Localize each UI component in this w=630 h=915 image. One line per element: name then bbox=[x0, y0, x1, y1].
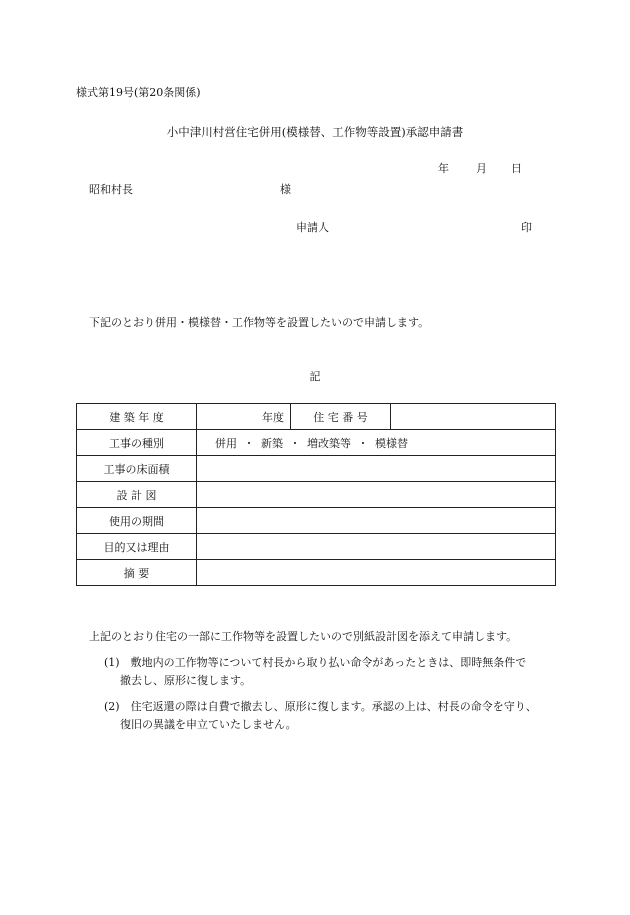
work-type-option[interactable]: 新築 bbox=[261, 436, 283, 450]
table-row bbox=[77, 456, 556, 482]
date-day: 日 bbox=[511, 162, 522, 175]
separator: ・ bbox=[357, 436, 369, 450]
row-label-construction-year: 建 築 年 度 bbox=[77, 404, 197, 430]
condition-item-1 bbox=[104, 654, 526, 670]
seal-label: 印 bbox=[521, 221, 532, 234]
date-month: 月 bbox=[476, 162, 487, 175]
row-label-floor-area: 工事の床面積 bbox=[77, 456, 197, 482]
declaration-paragraph: 上記のとおり住宅の一部に工作物等を設置したいので別紙設計図を添えて申請します。 bbox=[89, 630, 518, 643]
house-number-field[interactable] bbox=[391, 404, 556, 430]
row-label-purpose: 目的又は理由 bbox=[77, 534, 197, 560]
floor-area-field[interactable] bbox=[197, 456, 556, 482]
table-row bbox=[77, 508, 556, 534]
form-title: 小中津川村営住宅併用(模様替、工作物等設置)承認申請書 bbox=[166, 125, 464, 139]
table-row bbox=[77, 404, 556, 430]
design-drawing-field[interactable] bbox=[197, 482, 556, 508]
use-period-field[interactable] bbox=[197, 508, 556, 534]
honorific: 様 bbox=[280, 183, 291, 196]
row-label-use-period: 使用の期間 bbox=[77, 508, 197, 534]
row-label-design-drawing: 設 計 図 bbox=[77, 482, 197, 508]
item-text: 敷地内の工作物等について村長から取り払い命令があったときは、即時無条件で bbox=[130, 656, 527, 669]
applicant-label: 申請人 bbox=[296, 221, 329, 234]
table-row bbox=[77, 534, 556, 560]
row-label-house-number: 住 宅 番 号 bbox=[291, 404, 391, 430]
remarks-field[interactable] bbox=[197, 560, 556, 586]
separator: ・ bbox=[243, 436, 255, 450]
table-row bbox=[77, 482, 556, 508]
condition-item-2 bbox=[104, 698, 537, 714]
row-label-work-type: 工事の種別 bbox=[77, 430, 197, 456]
application-table bbox=[76, 403, 556, 586]
condition-item-2-continued: 復旧の異議を申立ていたしません。 bbox=[120, 718, 297, 731]
separator: ・ bbox=[289, 436, 301, 450]
work-type-option[interactable]: 併用 bbox=[215, 436, 237, 450]
work-type-option[interactable]: 模様替 bbox=[375, 436, 408, 450]
table-row bbox=[77, 560, 556, 586]
intro-text: 下記のとおり併用・模様替・工作物等を設置したいので申請します。 bbox=[89, 316, 430, 329]
row-label-remarks: 摘 要 bbox=[77, 560, 197, 586]
work-type-option[interactable]: 増改築等 bbox=[307, 436, 351, 450]
item-number: (1) bbox=[104, 656, 120, 669]
item-number: (2) bbox=[104, 700, 120, 713]
date-year: 年 bbox=[438, 162, 449, 175]
addressee: 昭和村長 bbox=[89, 183, 133, 196]
purpose-field[interactable] bbox=[197, 534, 556, 560]
ki-heading: 記 bbox=[309, 370, 321, 383]
work-type-options[interactable] bbox=[197, 430, 556, 456]
item-text: 住宅返還の際は自費で撤去し、原形に復します。承認の上は、村長の命令を守り、 bbox=[130, 700, 537, 713]
table-row bbox=[77, 430, 556, 456]
form-number: 様式第19号(第20条関係) bbox=[76, 86, 201, 99]
condition-item-1-continued: 撤去し、原形に復します。 bbox=[120, 674, 252, 687]
construction-year-field[interactable]: 年度 bbox=[197, 404, 291, 430]
